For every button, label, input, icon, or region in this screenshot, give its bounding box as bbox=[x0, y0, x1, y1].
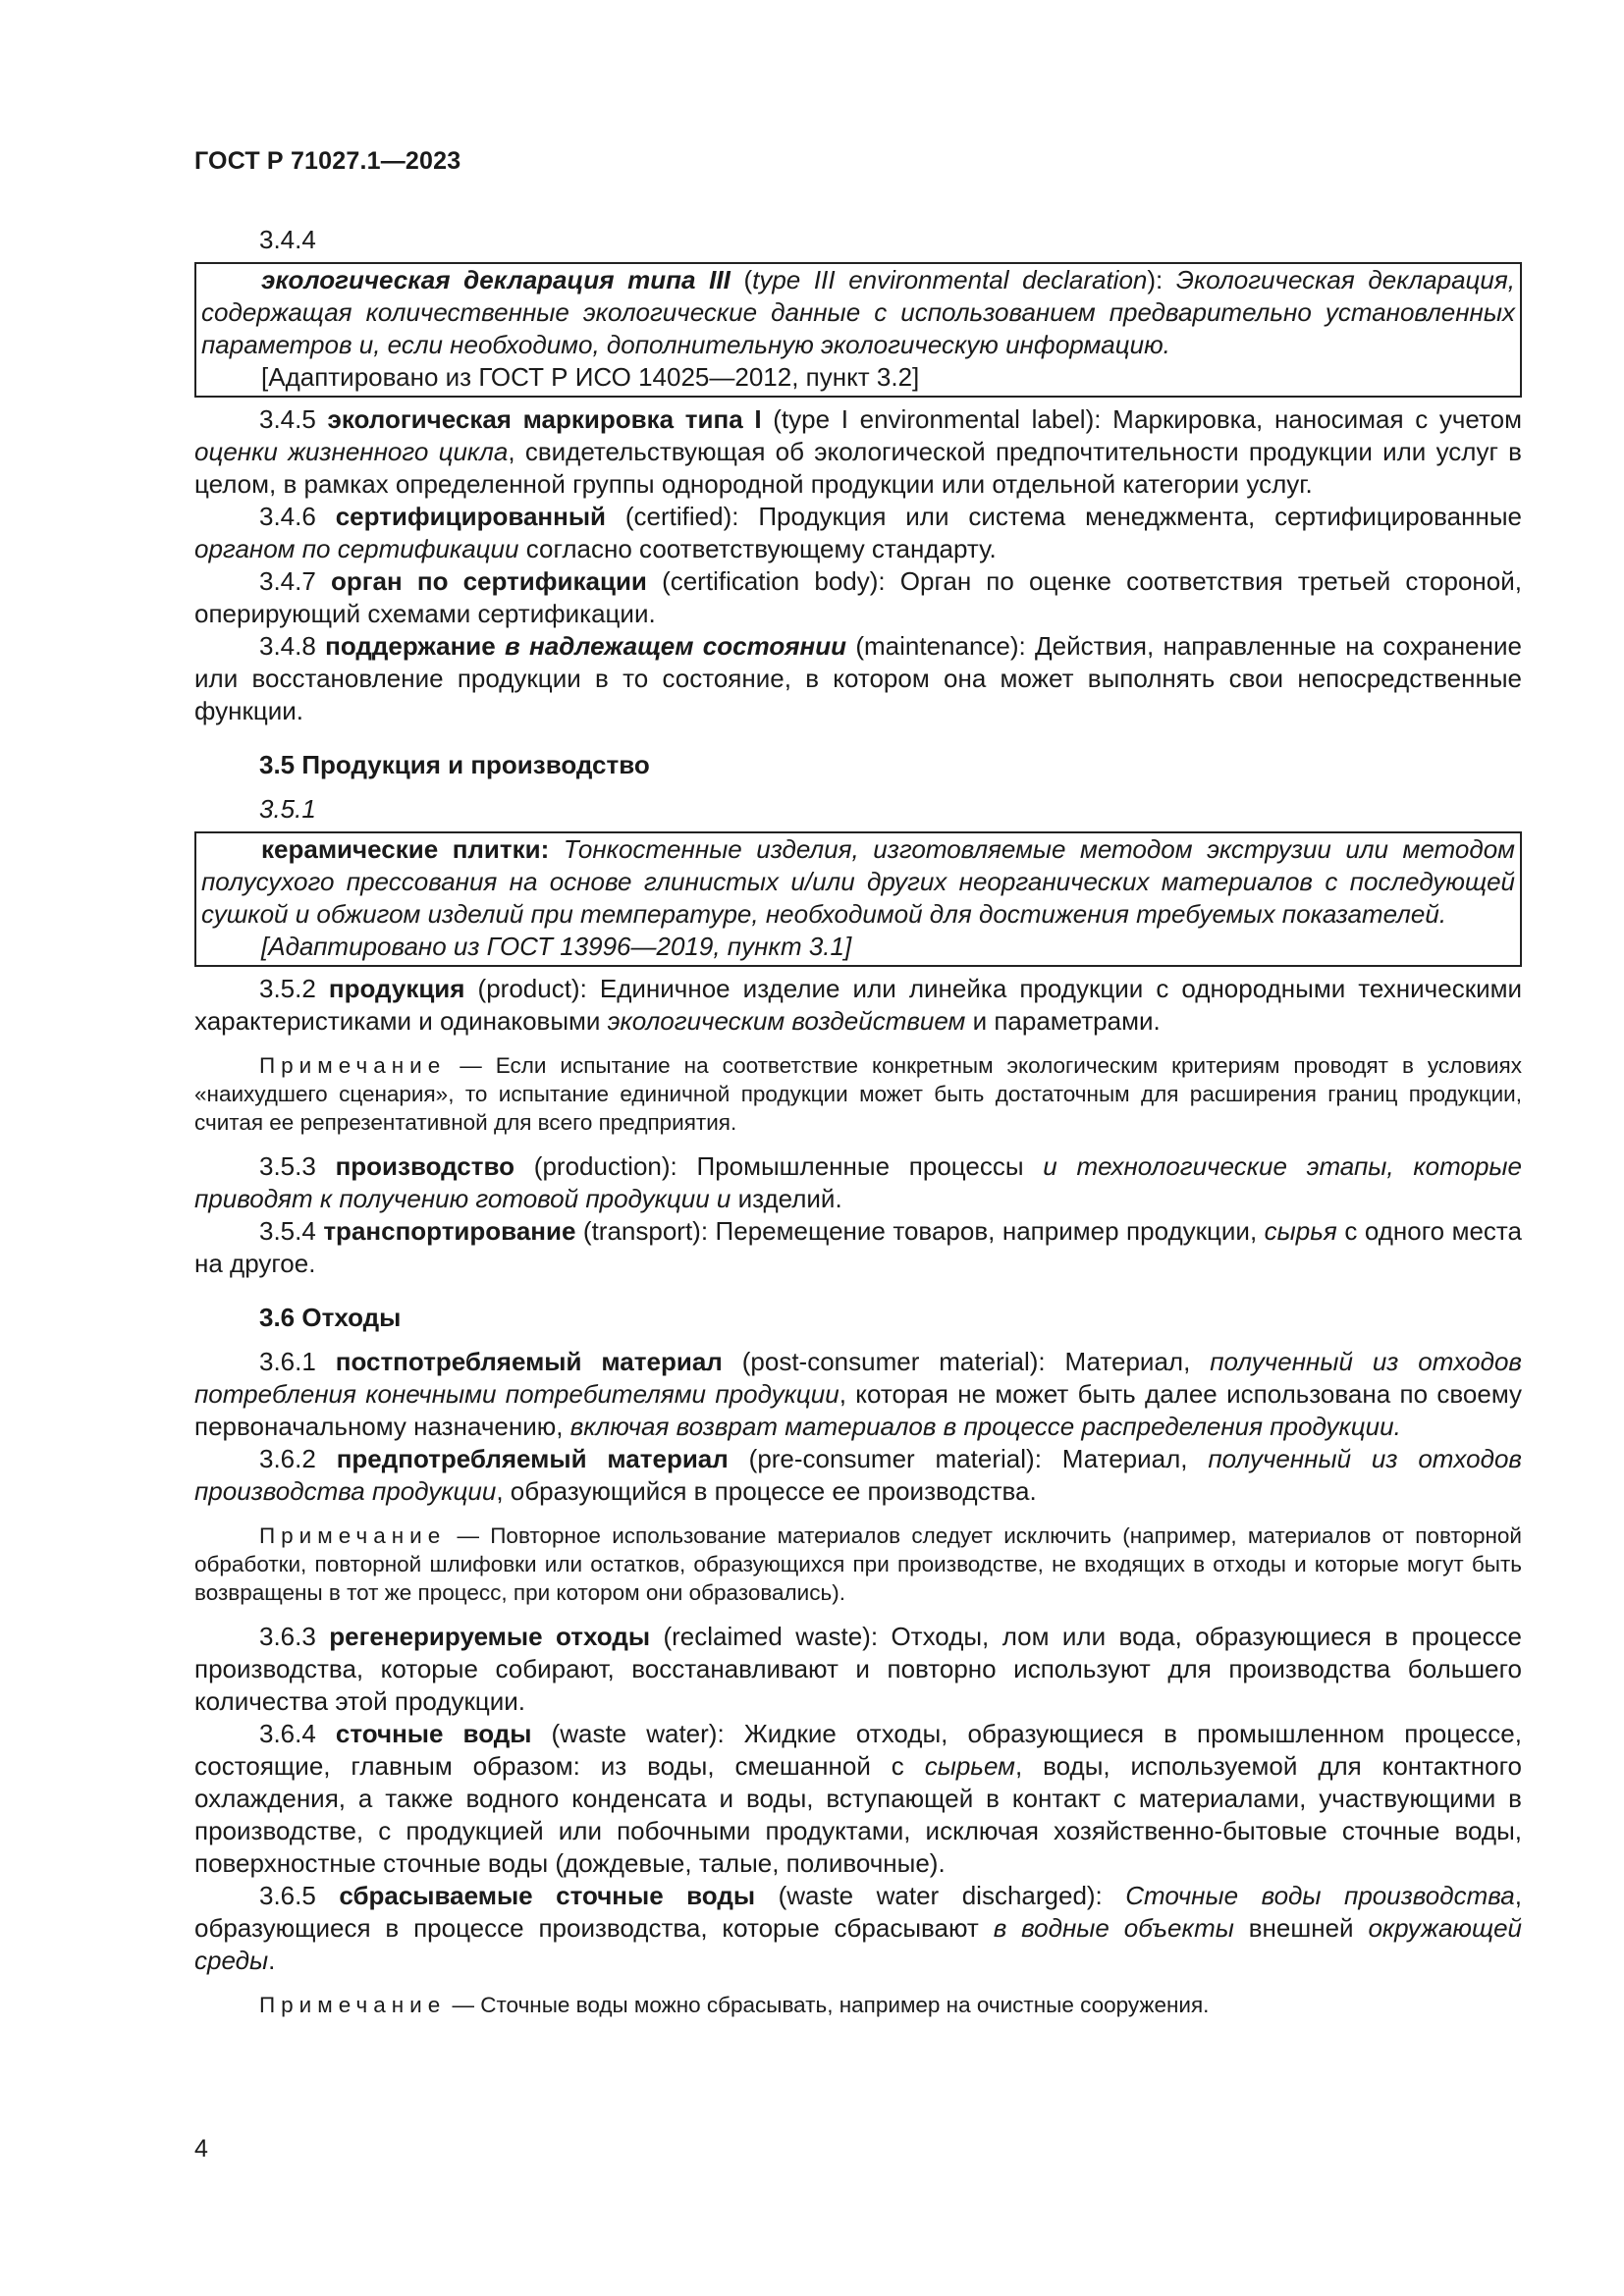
term: орган по сертификации bbox=[330, 566, 647, 596]
text: , свидетельствующая об экологической предпочтительности продукции или услуг в целом, в рамках определенной группы однородной продукции или отдельной категории услуг. bbox=[194, 437, 1522, 499]
clause-number: 3.5.2 bbox=[259, 974, 316, 1003]
text: (production): Промышленные процессы bbox=[533, 1151, 1044, 1181]
definition-3-5-1 bbox=[201, 833, 1515, 931]
clause-number: 3.6.5 bbox=[259, 1881, 316, 1910]
clause-number: 3.5.1 bbox=[259, 794, 316, 824]
source-3-5-1 bbox=[201, 931, 1515, 963]
text: , которая не может быть далее использована по своему первоначальному назначению, bbox=[194, 1379, 1522, 1441]
document-header: ГОСТ Р 71027.1—2023 bbox=[194, 147, 461, 175]
note-1 bbox=[194, 1051, 1522, 1137]
clause-number: 3.6.1 bbox=[259, 1347, 316, 1376]
definition-box-3-5-1 bbox=[194, 831, 1522, 967]
source-3-4-4: [Адаптировано из ГОСТ Р ИСО 14025—2012, пункт 3.2] bbox=[261, 362, 920, 392]
source-text: [Адаптировано из ГОСТ 13996—2019, пункт 3.1] bbox=[261, 932, 852, 961]
text: (product): Единичное изделие или линейка продукции с однородными техническими характеристиками и одинаковыми bbox=[194, 974, 1522, 1036]
text: согласно соответствующему стандарту. bbox=[518, 534, 997, 563]
clause-number: 3.6.4 bbox=[259, 1719, 316, 1748]
note-label: Примечание bbox=[259, 1053, 447, 1078]
italic-text: в водные объекты bbox=[993, 1913, 1234, 1943]
text: (transport): Перемещение товаров, например продукции, bbox=[582, 1216, 1265, 1246]
term: сбрасываемые сточные воды bbox=[339, 1881, 756, 1910]
term: регенерируемые отходы bbox=[329, 1622, 651, 1651]
text: и параметрами. bbox=[965, 1006, 1161, 1036]
clause-number-3-5-1 bbox=[259, 793, 1522, 826]
italic-text: Сточные воды производства bbox=[1125, 1881, 1515, 1910]
clause-number: 3.4.5 bbox=[259, 404, 316, 434]
clause-number: 3.4.6 bbox=[259, 502, 316, 531]
term: предпотребляемый материал bbox=[336, 1444, 729, 1473]
italic-text: оценки жизненного цикла bbox=[194, 437, 509, 466]
clause-number: 3.5.3 bbox=[259, 1151, 316, 1181]
term: поддержание bbox=[325, 631, 496, 661]
term: производство bbox=[335, 1151, 515, 1181]
term-italic: в надлежащем состоянии bbox=[505, 631, 847, 661]
document-body bbox=[194, 224, 1522, 2033]
text: , образующиеся в процессе производства, которые сбрасывают bbox=[194, 1881, 1522, 1943]
definition-3-4-8 bbox=[194, 630, 1522, 727]
section-title-3-6: 3.6 Отходы bbox=[259, 1303, 402, 1332]
text: , образующийся в процессе ее производства. bbox=[496, 1476, 1037, 1506]
text: (type I environmental label): Маркировка, наносимая с учетом bbox=[773, 404, 1522, 434]
definition-3-4-4: экологическая декларация типа III (type III environmental declaration): Экологическая декларация, содержащая количественные экологические данные с использованием предварительно установленных параметров и, если необходимо, дополнительную экологическую информацию. bbox=[201, 265, 1515, 359]
term-en: type III environmental declaration bbox=[752, 265, 1148, 294]
note-text: — Повторное использование материалов следует исключить (например, материалов от повторной обработки, повторной шлифовки или остатков, образующихся при производстве, не входящих в отходы и которые могут быть возвращены в тот же процесс, при котором они образовались). bbox=[194, 1523, 1522, 1605]
definition-3-6-4 bbox=[194, 1718, 1522, 1880]
text: , воды, используемой для контактного охлаждения, а также водного конденсата и воды, вступающей в контакт с материалами, участвующими в производстве, с продукцией или побочными продуктами, исключая хозяйственно-бытовые сточные воды, поверхностные сточные воды (дождевые, талые, поливочные). bbox=[194, 1751, 1522, 1878]
italic-text: сырья bbox=[1264, 1216, 1337, 1246]
text: (reclaimed waste): Отходы, лом или вода, образующиеся в процессе производства, которые собирают, восстанавливают и повторно используют для производства большего количества этой продукции. bbox=[194, 1622, 1522, 1716]
note-3 bbox=[194, 1991, 1522, 2019]
text: (waste water discharged): bbox=[778, 1881, 1126, 1910]
italic-text: полученный из отходов производства продукции bbox=[194, 1444, 1523, 1506]
clause-number: 3.6.2 bbox=[259, 1444, 316, 1473]
note-text: — Сточные воды можно сбрасывать, например на очистные сооружения. bbox=[452, 1993, 1210, 2017]
italic-text: органом по сертификации bbox=[194, 534, 519, 563]
term-definition: Тонкостенные изделия, изготовляемые методом экструзии или методом полусухого прессования на основе глинистых и/или других неорганических материалов с последующей сушкой и обжигом изделий при температуре, необходимой для достижения требуемых показателей. bbox=[201, 834, 1515, 929]
term: транспортирование bbox=[323, 1216, 576, 1246]
italic-text: полученный из отходов потребления конечными потребителями продукции bbox=[194, 1347, 1522, 1409]
text: (post-consumer material): Материал, bbox=[741, 1347, 1211, 1376]
clause-number: 3.4.8 bbox=[259, 631, 316, 661]
definition-3-4-5 bbox=[194, 403, 1522, 501]
text: (pre-consumer material): Материал, bbox=[748, 1444, 1209, 1473]
term: постпотребляемый материал bbox=[335, 1347, 723, 1376]
definition-3-6-1 bbox=[194, 1346, 1522, 1443]
text: изделий. bbox=[731, 1184, 842, 1213]
note-text: — Если испытание на соответствие конкретным экологическим критериям проводят в условиях «наихудшего сценария», то испытание единичной продукции может быть достаточным для расширения границ продукции, считая ее репрезентативной для всего предприятия. bbox=[194, 1053, 1522, 1135]
definition-3-4-6 bbox=[194, 501, 1522, 565]
definition-3-5-4 bbox=[194, 1215, 1522, 1280]
clause-number-3-4-4: 3.4.4 bbox=[259, 225, 316, 254]
term-definition: Экологическая декларация, содержащая количественные экологические данные с использованием предварительно установленных параметров и, если необходимо, дополнительную экологическую информацию. bbox=[201, 265, 1515, 359]
term: керамические плитки: bbox=[261, 834, 550, 864]
clause-number: 3.4.7 bbox=[259, 566, 316, 596]
definition-3-6-3 bbox=[194, 1621, 1522, 1718]
definition-3-5-2 bbox=[194, 973, 1522, 1038]
definition-3-5-3 bbox=[194, 1150, 1522, 1215]
section-title-3-5: 3.5 Продукция и производство bbox=[259, 750, 650, 779]
term: сточные воды bbox=[335, 1719, 532, 1748]
italic-text: включая возврат материалов в процессе распределения продукции. bbox=[569, 1412, 1401, 1441]
text: (certification body): Орган по оценке соответствия третьей стороной, оперирующий схемами сертификации. bbox=[194, 566, 1522, 628]
clause-number: 3.6.3 bbox=[259, 1622, 316, 1651]
note-2 bbox=[194, 1522, 1522, 1607]
term: экологическая маркировка типа I bbox=[327, 404, 762, 434]
definition-3-6-2 bbox=[194, 1443, 1522, 1508]
definition-3-4-7 bbox=[194, 565, 1522, 630]
clause-number: 3.5.4 bbox=[259, 1216, 316, 1246]
italic-text: окружающей среды bbox=[194, 1913, 1523, 1975]
text: . bbox=[268, 1946, 276, 1975]
note-label: Примечание bbox=[259, 1523, 447, 1548]
note-label: Примечание bbox=[259, 1993, 447, 2017]
italic-text: сырьем bbox=[924, 1751, 1015, 1781]
text: внешней bbox=[1233, 1913, 1369, 1943]
definition-box-3-4-4 bbox=[194, 262, 1522, 398]
text: (maintenance): Действия, направленные на сохранение или восстановление продукции в то состояние, в котором она может выполнять свои непосредственные функции. bbox=[194, 631, 1522, 725]
italic-text: и технологические этапы, которые приводят к получению готовой продукции и bbox=[194, 1151, 1523, 1213]
italic-text: экологическим воздействием bbox=[607, 1006, 966, 1036]
definition-3-6-5 bbox=[194, 1880, 1522, 1977]
text: с одного места на другое. bbox=[194, 1216, 1522, 1278]
term: продукция bbox=[328, 974, 465, 1003]
term: сертифицированный bbox=[335, 502, 607, 531]
page-number: 4 bbox=[194, 2135, 208, 2163]
text: (waste water): Жидкие отходы, образующиеся в промышленном процессе, состоящие, главным образом: из воды, смешанной с bbox=[194, 1719, 1522, 1781]
term: экологическая декларация типа III bbox=[261, 265, 731, 294]
text: (certified): Продукция или система менеджмента, сертифицированные bbox=[624, 502, 1522, 531]
